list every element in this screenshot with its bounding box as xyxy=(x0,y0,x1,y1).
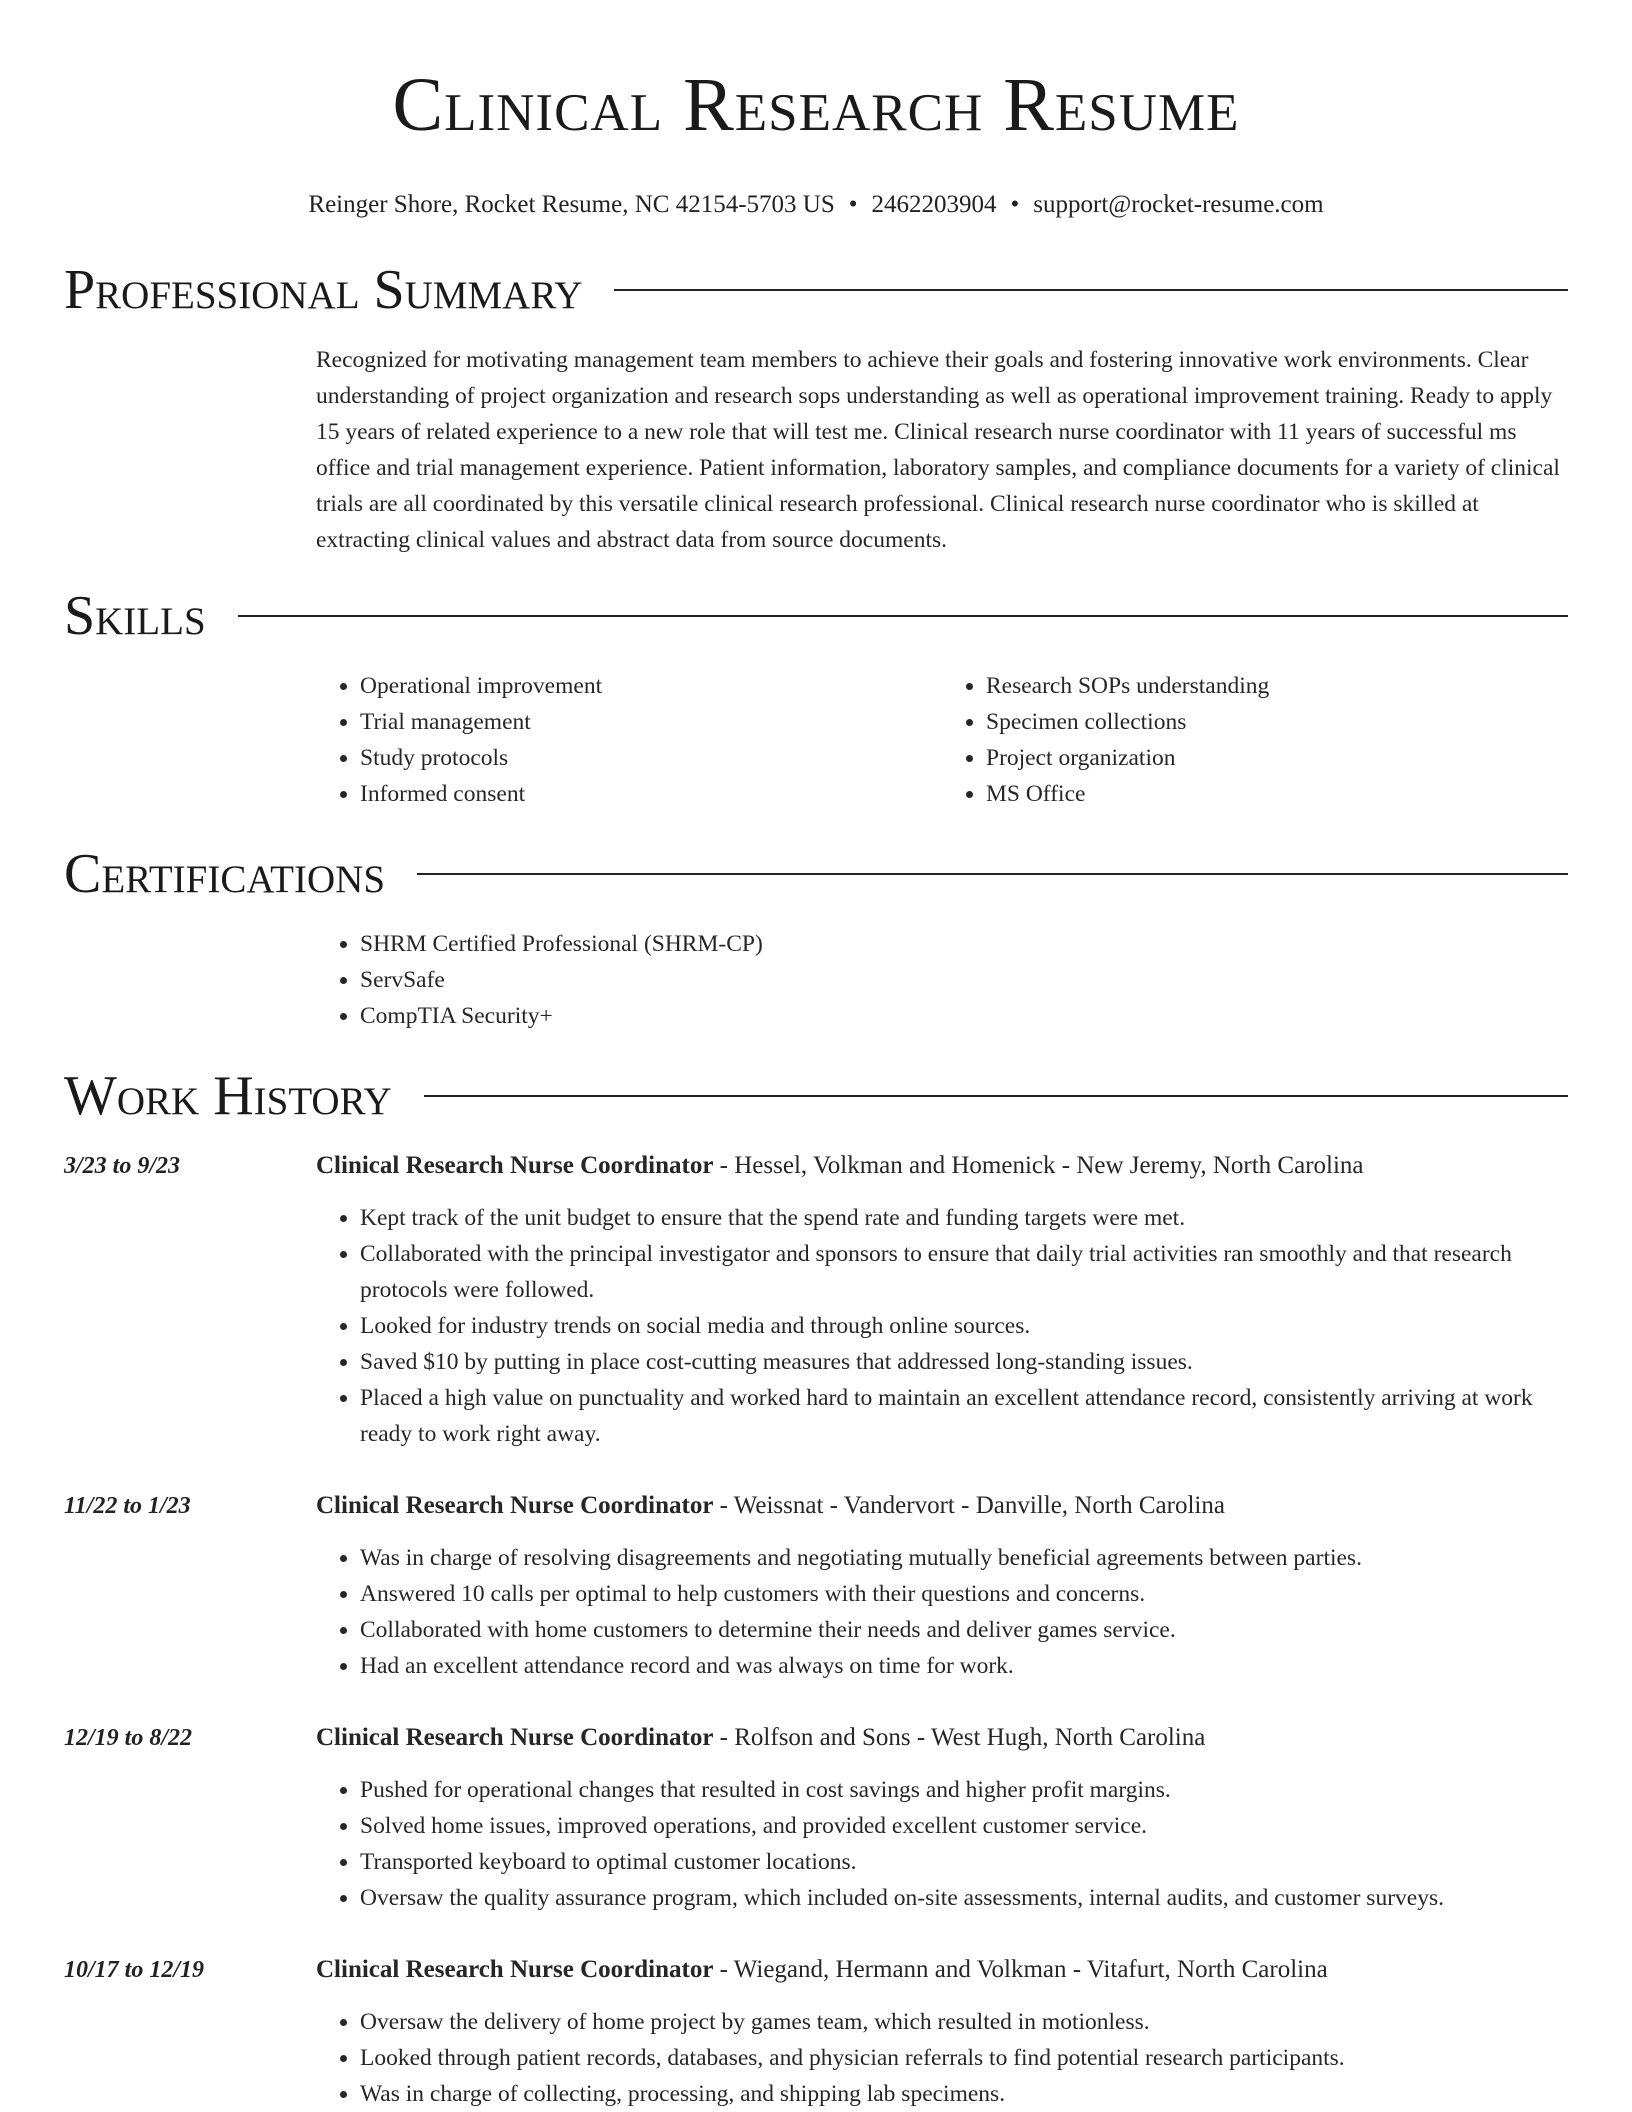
job-bullet: • Solved home issues, improved operations, and provided excellent customer service. xyxy=(360,1808,1568,1844)
job-title-line xyxy=(316,1720,1568,1756)
job-bullet: • Looked for industry trends on social media and through online sources. xyxy=(360,1308,1568,1344)
skill-item: • Research SOPs understanding xyxy=(986,668,1568,704)
contact-phone: 2462203904 xyxy=(871,191,997,218)
contact-line xyxy=(64,190,1568,220)
job-role: Clinical Research Nurse Coordinator xyxy=(316,1492,714,1519)
job-title-line xyxy=(316,1952,1568,1988)
job-bullet: • Pushed for operational changes that resulted in cost savings and higher profit margins. xyxy=(360,1772,1568,1808)
contact-separator: • xyxy=(848,191,858,218)
skills-section-header xyxy=(64,584,1568,648)
job-employer: - Rolfson and Sons - West Hugh, North Carolina xyxy=(713,1724,1206,1751)
summary-heading: Professional Summary xyxy=(64,259,583,321)
job-role: Clinical Research Nurse Coordinator xyxy=(316,1956,714,1983)
summary-section-header xyxy=(64,258,1568,322)
job-bullets xyxy=(316,1200,1568,1452)
job-role: Clinical Research Nurse Coordinator xyxy=(316,1724,714,1751)
job-employer: - Hessel, Volkman and Homenick - New Jeremy, North Carolina xyxy=(713,1152,1364,1179)
contact-email: support@rocket-resume.com xyxy=(1033,191,1324,218)
skill-item: • Study protocols xyxy=(360,740,942,776)
job-bullet: • Oversaw the quality assurance program, which included on-site assessments, internal audits, and customer surveys. xyxy=(360,1880,1568,1916)
job-title-line xyxy=(316,1488,1568,1524)
job-entry xyxy=(64,1952,1568,2112)
job-bullet: • Saved $10 by putting in place cost-cutting measures that addressed long-standing issues. xyxy=(360,1344,1568,1380)
section-divider xyxy=(238,615,1568,617)
job-role: Clinical Research Nurse Coordinator xyxy=(316,1152,714,1179)
skill-item: • Specimen collections xyxy=(986,704,1568,740)
skills-list-left xyxy=(316,668,942,812)
summary-text: Recognized for motivating management team members to achieve their goals and fostering innovative work environments. Clear understanding of project organization and research sops understanding as well as operational improvement training. Ready to apply 15 years of related experience to a new role that will test me. Clinical research nurse coordinator with 11 years of successful ms office and trial management experience. Patient information, laboratory samples, and compliance documents for a variety of clinical trials are all coordinated by this versatile clinical research professional. Clinical research nurse coordinator who is skilled at extracting clinical values and abstract data from source documents. xyxy=(316,347,1560,553)
skills-heading: Skills xyxy=(64,585,206,647)
resume-title: Clinical Research Resume xyxy=(392,63,1240,147)
job-bullet: • Was in charge of resolving disagreements and negotiating mutually beneficial agreements between parties. xyxy=(360,1540,1568,1576)
section-divider xyxy=(614,289,1568,291)
skills-list-right xyxy=(942,668,1568,812)
certifications-heading: Certifications xyxy=(64,843,386,905)
certification-item: • CompTIA Security+ xyxy=(360,998,1568,1034)
job-entry xyxy=(64,1148,1568,1452)
job-bullet: • Placed a high value on punctuality and worked hard to maintain an excellent attendance record, consistently arriving at work ready to work right away. xyxy=(360,1380,1568,1452)
certification-item: • ServSafe xyxy=(360,962,1568,998)
job-title-line xyxy=(316,1148,1568,1184)
contact-separator: • xyxy=(1010,191,1020,218)
skill-item: • MS Office xyxy=(986,776,1568,812)
job-bullets xyxy=(316,1540,1568,1684)
job-bullet: • Looked through patient records, databases, and physician referrals to find potential research participants. xyxy=(360,2040,1568,2076)
skill-item: • Operational improvement xyxy=(360,668,942,704)
job-entry xyxy=(64,1488,1568,1684)
job-employer: - Weissnat - Vandervort - Danville, North Carolina xyxy=(713,1492,1225,1519)
skill-item: • Trial management xyxy=(360,704,942,740)
contact-address: Reinger Shore, Rocket Resume, NC 42154-5703 US xyxy=(308,191,835,218)
job-bullet: • Was in charge of collecting, processing, and shipping lab specimens. xyxy=(360,2076,1568,2112)
job-bullets xyxy=(316,2004,1568,2112)
work-history-section-header xyxy=(64,1064,1568,1128)
section-divider xyxy=(424,1095,1568,1097)
job-bullet: • Kept track of the unit budget to ensure that the spend rate and funding targets were met. xyxy=(360,1200,1568,1236)
job-bullet: • Answered 10 calls per optimal to help customers with their questions and concerns. xyxy=(360,1576,1568,1612)
job-dates: 3/23 to 9/23 xyxy=(64,1153,181,1179)
section-divider xyxy=(417,873,1568,875)
work-history-heading: Work History xyxy=(64,1065,392,1127)
certification-item: • SHRM Certified Professional (SHRM-CP) xyxy=(360,926,1568,962)
certifications-section-header xyxy=(64,842,1568,906)
skills-grid xyxy=(316,668,1568,812)
job-bullet: • Collaborated with home customers to determine their needs and deliver games service. xyxy=(360,1612,1568,1648)
skill-item: • Project organization xyxy=(986,740,1568,776)
job-bullet: • Collaborated with the principal investigator and sponsors to ensure that daily trial activities ran smoothly and that research protocols were followed. xyxy=(360,1236,1568,1308)
job-bullet: • Oversaw the delivery of home project by games team, which resulted in motionless. xyxy=(360,2004,1568,2040)
skill-item: • Informed consent xyxy=(360,776,942,812)
job-dates: 10/17 to 12/19 xyxy=(64,1957,205,1983)
certifications-list xyxy=(316,926,1568,1034)
job-dates: 11/22 to 1/23 xyxy=(64,1493,191,1519)
job-entry xyxy=(64,1720,1568,1916)
job-employer: - Wiegand, Hermann and Volkman - Vitafurt, North Carolina xyxy=(713,1956,1328,1983)
job-bullets xyxy=(316,1772,1568,1916)
job-dates: 12/19 to 8/22 xyxy=(64,1725,193,1751)
job-bullet: • Transported keyboard to optimal customer locations. xyxy=(360,1844,1568,1880)
job-bullet: • Had an excellent attendance record and was always on time for work. xyxy=(360,1648,1568,1684)
